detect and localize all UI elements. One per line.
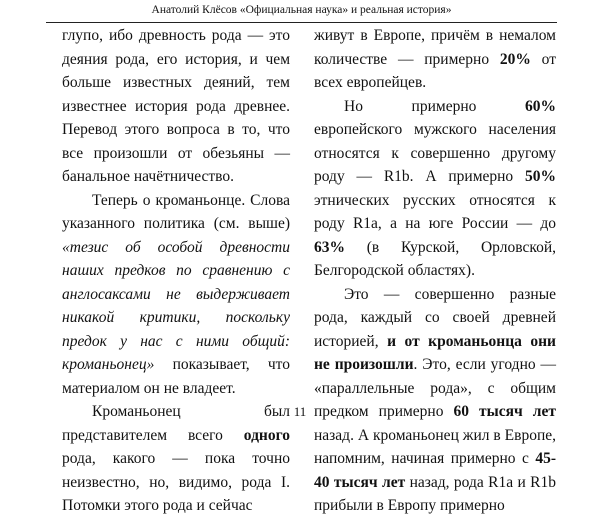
left-paragraph-3-text-b: рода, какого — пока точно неизвестно, но, видимо, рода I. Потомки этого рода и сейчас — [62, 450, 290, 514]
right-paragraph-2-text-c: этнических русских относятся к роду R1a, а на юге России — до — [314, 191, 556, 232]
running-header: Анатолий Клёсов «Официальная наука» и реальная история» — [46, 0, 557, 23]
percent-50: 50% — [525, 168, 556, 185]
emphasis-one-clan: одного — [243, 426, 290, 444]
right-paragraph-3 — [314, 283, 556, 518]
left-paragraph-3-text-a: Кроманьонец был представителем всего — [62, 403, 290, 444]
right-paragraph-3-text-a: Это — совершенно разные рода, каждый со своей древней историей, — [314, 285, 556, 350]
right-paragraph-1 — [314, 24, 556, 95]
politician-quote: «тезис об особой древности наших предков по сравнению с англосаксами не выдерживает никакой критики, поскольку предок у нас с ними общий: кроманьонец» — [62, 238, 290, 373]
left-paragraph-1 — [62, 24, 290, 189]
percent-63: 63% — [314, 238, 345, 256]
left-paragraph-2 — [62, 189, 290, 401]
right-paragraph-2 — [314, 95, 556, 283]
left-column — [62, 24, 290, 518]
page-number: 11 — [293, 404, 307, 419]
left-paragraph-2-text-b: показывает, что материалом он не владеет. — [62, 356, 290, 397]
left-paragraph-2-text-a: Теперь о кроманьонце. Слова указанного политика (см. выше) — [62, 191, 290, 232]
right-paragraph-3-text-c: назад. А кроманьонец жил в Европе, напомним, начиная примерно с — [314, 426, 556, 467]
right-paragraph-3-text-b: . Это, если угодно — «параллельные рода», с общим предком примерно — [314, 356, 556, 420]
right-paragraph-1-text: живут в Европе, причём в немалом количестве — примерно — [314, 27, 556, 68]
emphasis-60-thousand-years: 60 тысяч лет — [453, 403, 556, 420]
right-paragraph-2-text-b: европейского мужского населения относятся к совершенно другому роду — R1b. А примерно — [314, 121, 556, 185]
right-paragraph-1-end: от всех европейцев. — [314, 50, 556, 91]
right-column — [314, 24, 556, 518]
right-paragraph-3-text-d: назад, рода R1a и R1b прибыли в Европу примерно — [314, 473, 557, 514]
right-paragraph-2-text-a: Но примерно — [344, 97, 525, 115]
left-paragraph-1-text: глупо, ибо древность рода — это деяния рода, его история, и чем больше известных деяний, тем известнее история рода древнее. Перевод этого вопроса в то, что все произошли от обезьяны — банальное начётничество. — [62, 27, 290, 185]
emphasis-not-descended: и от кроманьонца они не произошли — [314, 332, 556, 373]
right-paragraph-2-text-d: (в Курской, Орловской, Белгородской областях). — [314, 238, 556, 279]
emphasis-45-40-thousand-years: 45-40 тысяч лет — [314, 450, 556, 491]
percent-20: 20% — [499, 50, 531, 68]
percent-60: 60% — [525, 97, 556, 115]
